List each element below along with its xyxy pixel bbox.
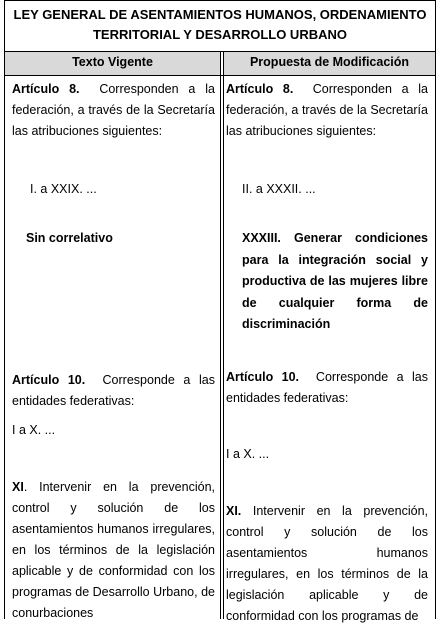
column-divider-left <box>220 51 221 619</box>
left-art10-label: Artículo 10. <box>12 373 86 387</box>
table-top-border <box>4 0 436 1</box>
left-art10-text: Corresponde a las entidades federativas: <box>12 373 215 408</box>
right-xi-label: XI. <box>226 504 242 518</box>
right-art10-text: Corresponde a las entidades federativas: <box>226 370 428 405</box>
left-fraction-xi <box>12 477 215 624</box>
right-art8-label: Artículo 8. <box>226 82 294 96</box>
left-fraction-range: I. a XXIX. ... <box>30 182 97 196</box>
title-line-2: TERRITORIAL Y DESARROLLO URBANO <box>92 27 347 42</box>
left-art8-text-b: las atribuciones siguientes: <box>12 124 163 138</box>
left-article-8 <box>12 79 215 142</box>
left-range-i-x: I a X. ... <box>12 423 56 437</box>
right-xi-text: Intervenir en la prevención, control y solución de los asentamientos humanos irregulares, en los términos de la legislación aplicable y de conformidad con los programas de <box>226 504 428 623</box>
right-article-8 <box>226 79 428 142</box>
right-art8-text: Corresponden a la federación, a través de la Secretaría <box>226 82 428 117</box>
left-article-10 <box>12 370 215 412</box>
column-header-texto-vigente: Texto Vigente <box>72 55 153 69</box>
left-art8-text: Corresponden a la federación, a través de la Secretaría <box>12 82 215 117</box>
right-art10-label: Artículo 10. <box>226 370 300 384</box>
right-article-10 <box>226 367 428 409</box>
left-xi-text: . Intervenir en la prevención, control y solución de los asentamientos humanos irregulares, en los términos de la legislación aplicable y de conformidad con los programas de Desarrollo Urbano, de conurbaciones <box>12 480 215 620</box>
document-title <box>4 5 436 45</box>
left-sin-correlativo: Sin correlativo <box>26 231 113 245</box>
left-xi-label: XI <box>12 480 24 494</box>
left-art8-label: Artículo 8. <box>12 82 80 96</box>
title-line-1: LEY GENERAL DE ASENTAMIENTOS HUMANOS, ORDENAMIENTO <box>13 7 427 22</box>
column-divider-right <box>223 51 224 619</box>
right-range-i-x: I a X. ... <box>226 447 270 461</box>
right-fraction-xi <box>226 501 428 627</box>
right-fraction-range: II. a XXXII. ... <box>242 182 316 196</box>
right-art8-text-b: las atribuciones siguientes: <box>226 124 377 138</box>
right-fraction-xxxiii: XXXIII. Generar condiciones para la integración social y productiva de las mujeres libre de cualquier forma de discriminación <box>242 231 428 331</box>
column-header-propuesta: Propuesta de Modificación <box>249 55 410 69</box>
